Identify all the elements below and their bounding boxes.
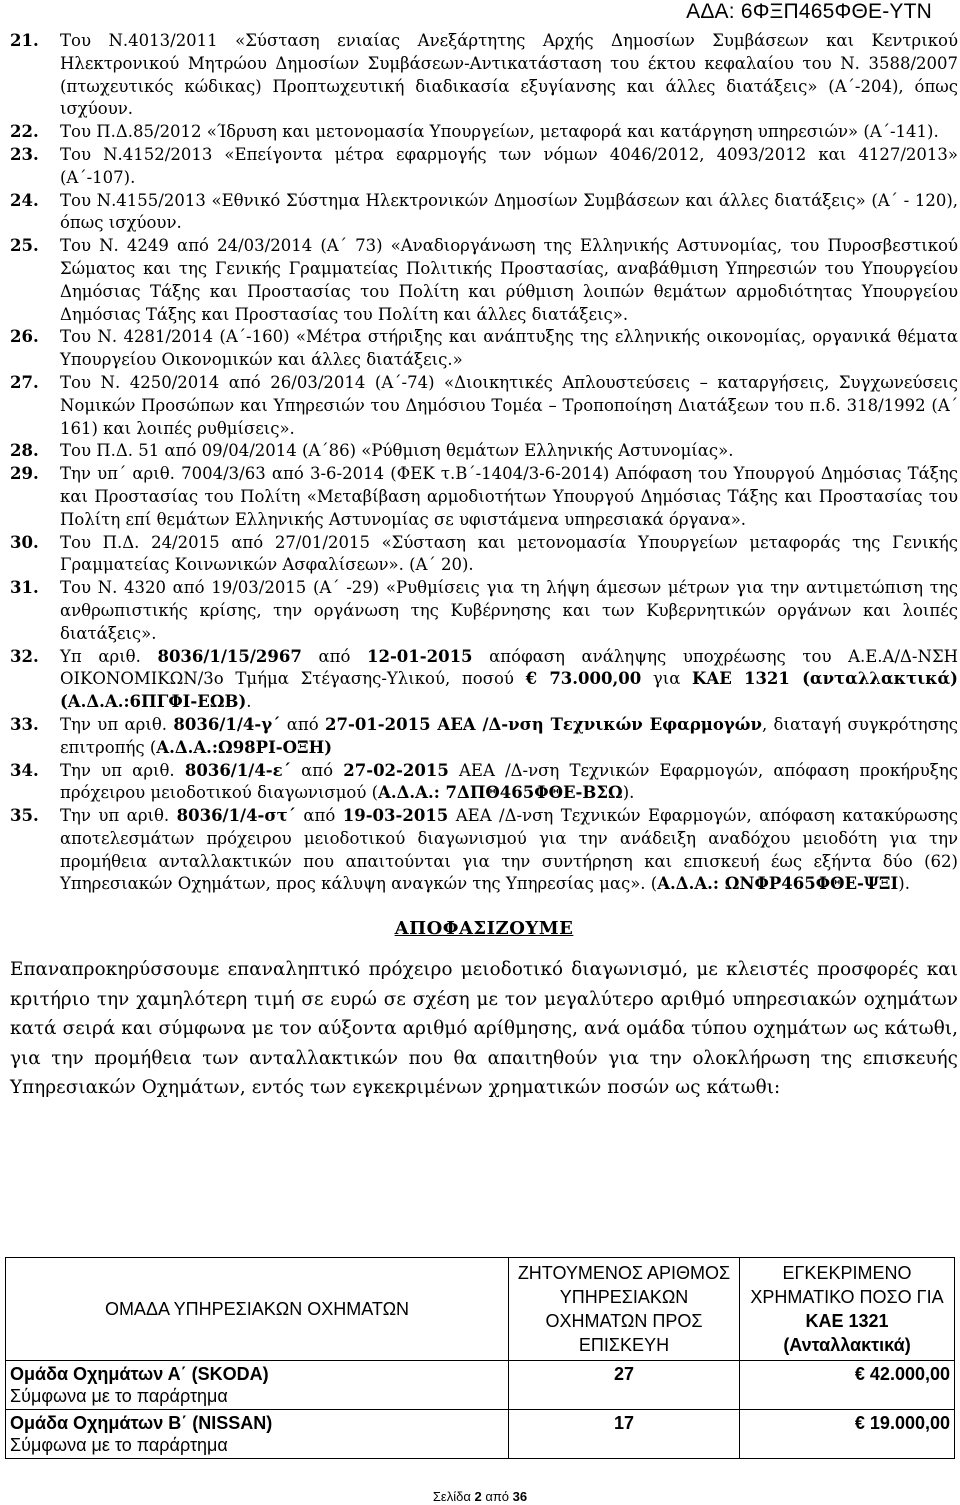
text-run: για [641, 669, 693, 689]
approved-amount: € 42.000,00 [740, 1361, 955, 1410]
header-amount-label: ΕΓΚΕΚΡΙΜΕΝΟ ΧΡΗΜΑΤΙΚΟ ΠΟΣΟ ΓΙΑ [750, 1263, 944, 1307]
reference-number: 8036/1/4-στ΄ [176, 806, 296, 826]
footer-label: Σελίδα [432, 1489, 475, 1504]
item-text: Του Ν.4152/2013 «Επείγοντα μέτρα εφαρμογής των νόμων 4046/2012, 4093/2012 και 4127/2013» (Α΄-107). [60, 144, 958, 187]
list-item [10, 805, 958, 896]
ada-code: Α.Δ.Α.: ΩΝΦΡ465ΦΘΕ-ΨΞΙ [657, 874, 899, 894]
text-run: , διαταγή συγκρότησης επιτροπής ( [60, 714, 958, 757]
item-number: 28. [10, 441, 39, 461]
header-kae-label: ΚΑΕ 1321 (Ανταλλακτικά) [783, 1311, 911, 1355]
list-item [10, 372, 958, 440]
decision-heading: ΑΠΟΦΑΣΙΖΟΥΜΕ [394, 918, 574, 940]
reference-date: 27-01-2015 ΑΕΑ /Δ-νση Τεχνικών Εφαρμογών [325, 714, 762, 734]
item-number: 35. [10, 806, 39, 826]
page-total: 36 [512, 1489, 528, 1504]
page-footer [0, 1489, 960, 1504]
vehicle-count: 27 [509, 1361, 740, 1410]
header-approved-amount [740, 1258, 955, 1361]
document-body [10, 30, 958, 1103]
item-number: 29. [10, 464, 39, 484]
item-text: Του Ν.4155/2013 «Εθνικό Σύστημα Ηλεκτρονικών Δημοσίων Συμβάσεων και άλλες διατάξεις» (Α΄ - 120), όπως ισχύουν. [60, 190, 958, 233]
text-run: . [246, 692, 252, 712]
group-cell [6, 1361, 509, 1410]
text-run: από [301, 646, 367, 666]
list-item [10, 714, 958, 760]
kae-code: ΚΑΕ 1321 (ανταλλακτικά) (Α.Δ.Α.:6ΠΓΦΙ-ΕΩΒ) [60, 669, 958, 712]
ada-identifier: ΑΔΑ: 6ΦΞΠ465ΦΘΕ-ΥΤΝ [686, 0, 932, 23]
list-item [10, 463, 958, 531]
reference-number: 8036/1/15/2967 [157, 646, 302, 666]
list-item [10, 30, 958, 121]
group-note: Σύμφωνα με το παράρτημα [10, 1386, 228, 1406]
item-text [60, 805, 958, 896]
item-number: 30. [10, 532, 39, 552]
item-text [60, 714, 958, 760]
item-number: 23. [10, 144, 39, 164]
table-row [6, 1410, 955, 1459]
item-text: Του Ν.4013/2011 «Σύσταση ενιαίας Ανεξάρτητης Αρχής Δημοσίων Συμβάσεων και Κεντρικού Ηλεκτρονικού Μητρώου Δημοσίων Συμβάσεων-Αντικατάσταση του έκτου κεφαλαίου του Ν. 3588/2007 (πτωχευτικός κώδικας) Προπτωχευτική διαδικασία εξυγίανσης και άλλες διατάξεις» (Α΄-204), όπως ισχύουν. [60, 31, 958, 119]
ada-code: Α.Δ.Α.: 7ΔΠΘ465ΦΘΕ-ΒΣΩ [378, 783, 623, 803]
text-run: ). [622, 783, 635, 803]
item-number: 22. [10, 122, 39, 142]
text-run: Την υπ αριθ. [60, 806, 177, 826]
text-run: από [290, 760, 344, 780]
list-item [10, 532, 958, 578]
item-number: 26. [10, 327, 39, 347]
text-run: ΑΕΑ /Δ-νση Τεχνικών Εφαρμογών, απόφαση κατακύρωσης αποτελεσμάτων πρόχειρου μειοδοτικού διαγωνισμού για την ανάδειξη αναδόχου μειοδότη για την προμήθεια ανταλλακτικών που απαιτούνται για την συντήρηση και επισκευή έως εξήντα δύο (62) Υπηρεσιακών Οχημάτων, προς κάλυψη αναγκών της Υπηρεσίας μας». ( [60, 806, 958, 894]
text-run: ). [898, 874, 910, 894]
item-text: Του Π.Δ. 51 από 09/04/2014 (Α΄86) «Ρύθμιση θεμάτων Ελληνικής Αστυνομίας». [60, 441, 734, 461]
reference-date: 12-01-2015 [367, 646, 473, 666]
item-number: 34. [10, 760, 39, 780]
page-number: 2 [474, 1489, 482, 1504]
list-item [10, 235, 958, 326]
text-run: ΑΕΑ /Δ-νση Τεχνικών Εφαρμογών, απόφαση προκήρυξης πρόχειρου μειοδοτικού διαγωνισμού ( [60, 760, 958, 803]
table-header-row [6, 1258, 955, 1361]
footer-label: από [481, 1489, 513, 1504]
list-item [10, 577, 958, 645]
item-text: Του Ν. 4320 από 19/03/2015 (Α΄ -29) «Ρυθμίσεις για τη λήψη άμεσων μέτρων για την αντιμετώπιση της ανθρωπιστικής κρίσης, την οργάνωση της Κυβέρνησης και των Κυβερνητικών οργάνων και λοιπές διατάξεις». [60, 578, 958, 643]
item-number: 33. [10, 714, 39, 734]
group-cell [6, 1410, 509, 1459]
text-run: από [280, 714, 326, 734]
reference-date: 19-03-2015 [342, 806, 449, 826]
group-note: Σύμφωνα με το παράρτημα [10, 1435, 228, 1455]
text-run: απόφαση ανάληψης υποχρέωσης του Α.Ε.Α/Δ-ΝΣΗ ΟΙΚΟΝΟΜΙΚΩΝ/3ο Τμήμα Στέγασης-Υλικού, ποσού [60, 646, 959, 689]
vehicle-groups-table [5, 1257, 955, 1459]
item-text: Την υπ΄ αριθ. 7004/3/63 από 3-6-2014 (ΦΕΚ τ.Β΄-1404/3-6-2014) Απόφαση του Υπουργού Δημόσιας Τάξης και Προστασίας του Πολίτη «Μεταβίβαση αρμοδιοτήτων Υπουργού Δημόσιας Τάξης και Προστασίας του Πολίτη επί θεμάτων Ελληνικής Αστυνομίας σε υφιστάμενα υπηρεσιακά όργανα». [60, 464, 958, 529]
group-name: Ομάδα Οχημάτων Β΄ (NISSAN) [10, 1413, 273, 1433]
text-run: Υπ αριθ. [60, 646, 158, 666]
item-number: 24. [10, 190, 39, 210]
item-number: 32. [10, 646, 39, 666]
text-run: από [295, 806, 343, 826]
item-text: Του Π.Δ. 24/2015 από 27/01/2015 «Σύσταση και μετονομασία Υπουργείων μεταφοράς της Γενικής Γραμματείας Κοινωνικών Ασφαλίσεων». (Α΄ 20). [60, 532, 958, 575]
text-run: Την υπ αριθ. [60, 760, 185, 780]
item-text: Του Ν. 4281/2014 (Α΄-160) «Μέτρα στήριξης και ανάπτυξης της ελληνικής οικονομίας, οργανικά θέματα Υπουργείου Οικονομικών και άλλες διατάξεις.» [60, 327, 958, 370]
list-item [10, 440, 958, 463]
ada-code: Α.Δ.Α.:Ω98ΡΙ-ΟΞΗ) [156, 737, 333, 757]
header-vehicle-count: ΖΗΤΟΥΜΕΝΟΣ ΑΡΙΘΜΟΣ ΥΠΗΡΕΣΙΑΚΩΝ ΟΧΗΜΑΤΩΝ ΠΡΟΣ ΕΠΙΣΚΕΥΗ [509, 1258, 740, 1361]
group-name: Ομάδα Οχημάτων Α΄ (SKODA) [10, 1364, 269, 1384]
item-text [60, 760, 958, 806]
item-text: Του Ν. 4250/2014 από 26/03/2014 (Α΄-74) «Διοικητικές Απλουστεύσεις – καταργήσεις, Συγχωνεύσεις Νομικών Προσώπων και Υπηρεσιών του Δημόσιου Τομέα – Τροποποίηση Διατάξεων του π.δ. 318/1992 (Α΄ 161) και λοιπές ρυθμίσεις». [60, 372, 958, 438]
list-item [10, 326, 958, 372]
list-item [10, 190, 958, 236]
decision-paragraph: Επαναπροκηρύσσουμε επαναληπτικό πρόχειρο μειοδοτικό διαγωνισμό, με κλειστές προσφορές και κριτήριο την χαμηλότερη τιμή σε ευρώ σε σχέση με τον μεγαλύτερο αριθμό υπηρεσιακών οχημάτων κατά σειρά και σύμφωνα με τον αύξοντα αριθμό αρίθμησης, ανά ομάδα τύπου οχημάτων ως κάτωθι, για την προμήθεια των ανταλλακτικών που θα απαιτηθούν για την ολοκλήρωση της επισκευής Υπηρεσιακών Οχημάτων, εντός των εγκεκριμένων χρηματικών ποσών ως κάτωθι: [10, 959, 958, 1099]
approved-amount: € 19.000,00 [740, 1410, 955, 1459]
table-row [6, 1361, 955, 1410]
list-item [10, 121, 958, 144]
item-number: 25. [10, 236, 39, 256]
list-item [10, 144, 958, 190]
reference-number: 8036/1/4-ε΄ [184, 760, 291, 780]
item-number: 27. [10, 372, 39, 392]
list-item [10, 646, 958, 714]
reference-date: 27-02-2015 [343, 760, 449, 780]
text-run: Την υπ αριθ. [60, 714, 174, 734]
list-item [10, 760, 958, 806]
item-text: Του Π.Δ.85/2012 «Ίδρυση και μετονομασία Υπουργείων, μεταφορά και κατάργηση υπηρεσιών» (Α΄-141). [60, 122, 939, 142]
amount-value: € 73.000,00 [525, 669, 642, 689]
item-number: 21. [10, 31, 39, 50]
reference-number: 8036/1/4-γ΄ [173, 714, 281, 734]
item-number: 31. [10, 578, 39, 598]
header-vehicle-group: ΟΜΑΔΑ ΥΠΗΡΕΣΙΑΚΩΝ ΟΧΗΜΑΤΩΝ [6, 1258, 509, 1361]
item-text [60, 646, 958, 714]
vehicle-count: 17 [509, 1410, 740, 1459]
item-text: Του Ν. 4249 από 24/03/2014 (Α΄ 73) «Αναδιοργάνωση της Ελληνικής Αστυνομίας, του Πυροσβεστικού Σώματος και της Γενικής Γραμματείας Πολιτικής Προστασίας, αναβάθμιση Υπηρεσιών του Υπουργείου Δημόσιας Τάξης και Προστασίας του Πολίτη και ρύθμιση λοιπών θεμάτων αρμοδιότητας Υπουργείου Δημόσιας Τάξης και Προστασίας του Πολίτη και άλλες διατάξεις». [60, 236, 958, 324]
legal-references-list [10, 30, 958, 896]
